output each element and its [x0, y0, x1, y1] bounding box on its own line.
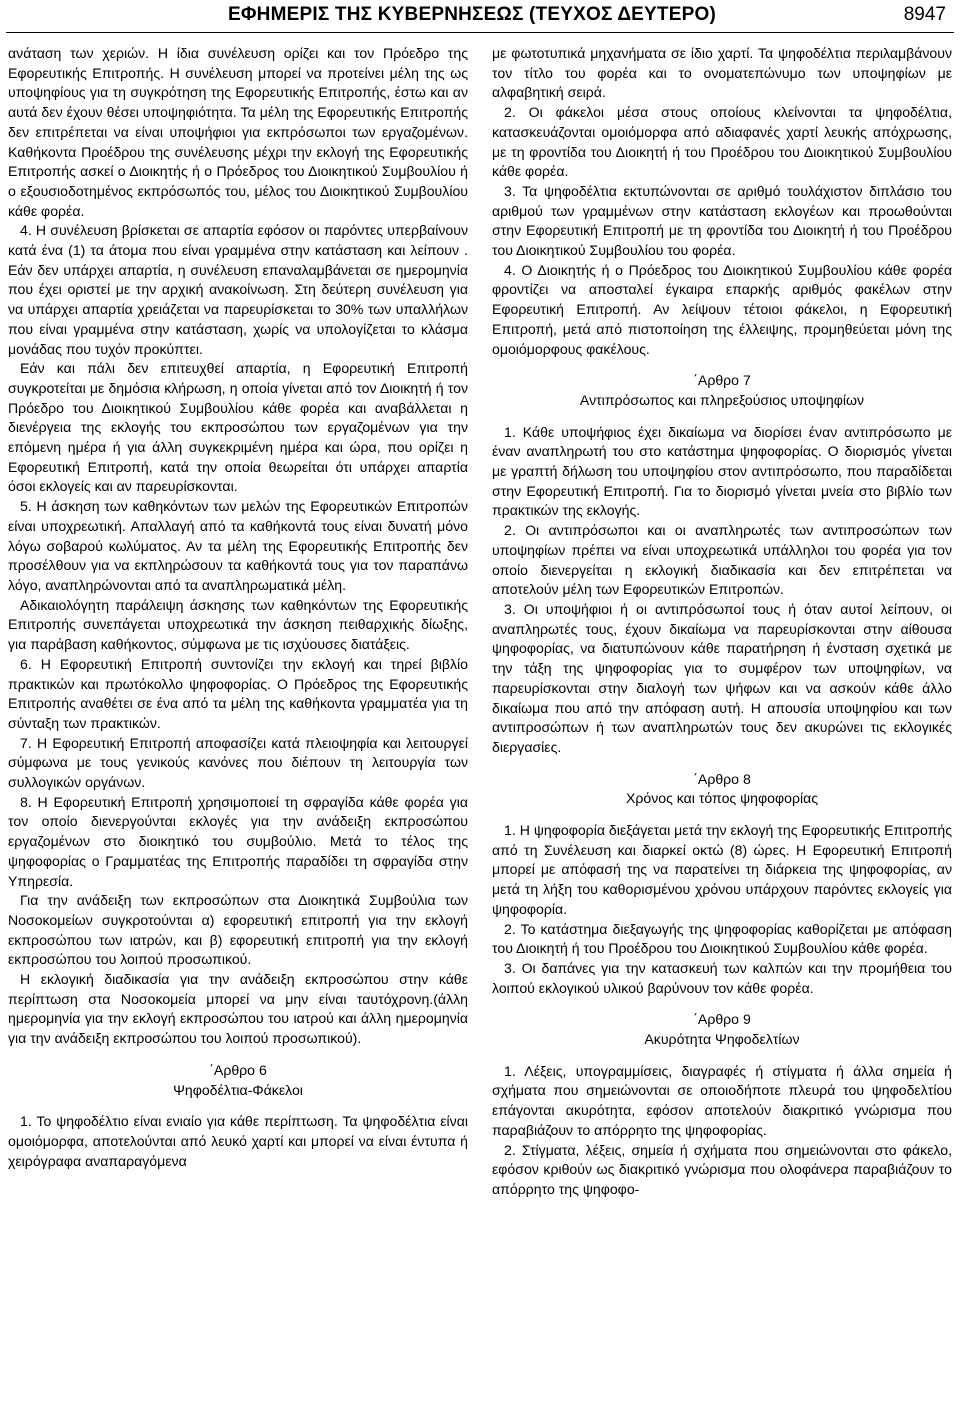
page-header: [0, 0, 960, 36]
gazette-title: ΕΦΗΜΕΡΙΣ ΤΗΣ ΚΥΒΕΡΝΗΣΕΩΣ (ΤΕΥΧΟΣ ΔΕΥΤΕΡΟ): [228, 4, 716, 25]
paragraph: 1. Το ψηφοδέλτιο είναι ενιαίο για κάθε περίπτωση. Τα ψηφοδέλτια είναι ομοιόμορφα, αποτελούνται από λευκό χαρτί και μπορεί να είναι έντυπα ή χειρόγραφα αναπαραγόμενα: [8, 1113, 468, 1169]
article-title: Ψηφοδέλτια-Φάκελοι: [173, 1081, 303, 1098]
paragraph: 1. Λέξεις, υπογραμμίσεις, διαγραφές ή στίγματα ή άλλα σημεία ή σχήματα που σημειώνονται σε οποιοδήποτε πλευρά του ψηφοδελτίου επάγονται ακυρότητα, εφόσον αποτελούν διακριτικό γνώρισμα που παραβιάζουν το απόρρητο της ψηφοφορίας.: [492, 1062, 952, 1138]
page-number: 8947: [903, 4, 946, 25]
article-number: ΄Αρθρο 8: [693, 770, 751, 787]
paragraph: 1. Η ψηφοφορία διεξάγεται μετά την εκλογή της Εφορευτικής Επιτροπής από τη Συνέλευση και διαρκεί οκτώ (8) ώρες. Η Εφορευτική Επιτροπή μπορεί με απόφασή της να παρατείνει τη διάρκεια της ψηφοφορίας, αν μετά τη λήξη του καθορισμένου χρόνου υπάρχουν παρόντες εκλογείς για ψηφοφορία.: [492, 822, 952, 917]
paragraph: Για την ανάδειξη των εκπροσώπων στα Διοικητικά Συμβούλια των Νοσοκομείων συγκροτούνται α) εφορευτική επιτροπή για την εκλογή εκπροσώπου των ιατρών, και β) εφορευτική επιτροπή για την εκλογή εκπροσώπου του λοιπού προσωπικού.: [8, 892, 468, 968]
paragraph: 7. Η Εφορευτική Επιτροπή αποφασίζει κατά πλειοψηφία και λειτουργεί σύμφωνα με τους γενικούς κανόνες που διέπουν τη λειτουργία των συλλογικών οργάνων.: [8, 734, 468, 791]
paragraph: Η εκλογική διαδικασία για την ανάδειξη εκπροσώπου στην κάθε περίπτωση στα Νοσοκομεία μπορεί να μην είναι ταυτόχρονη.(άλλη ημερομηνία για την εκλογή εκπροσώπου του ιατρού και άλλη ημερομηνία για την ανάδειξη εκπροσώπου του λοιπού προσωπικού).: [8, 971, 468, 1047]
paragraph: 3. Οι δαπάνες για την κατασκευή των καλπών και την προμήθεια του λοιπού εκλογικού υλικού βαρύνουν τον κάθε φορέα.: [492, 959, 952, 996]
article-number: ΄Αρθρο 9: [693, 1011, 751, 1028]
article-6-heading: [8, 1061, 468, 1100]
article-8-heading: [492, 770, 952, 809]
paragraph: 2. Το κατάστημα διεξαγωγής της ψηφοφορίας καθορίζεται με απόφαση του Διοικητή ή του Προέδρου του Διοικητικού Συμβουλίου κάθε φορέα.: [492, 920, 952, 957]
paragraph: 4. Ο Διοικητής ή ο Πρόεδρος του Διοικητικού Συμβουλίου κάθε φορέα φροντίζει να αποσταλεί έγκαιρα επαρκής αριθμός φακέλων στην Εφορευτική Επιτροπή. Αν λείψουν τέτοιοι φάκελοι, η Εφορευτική Επιτροπή, μετά από πιστοποίηση της έλλειψης, προμηθεύεται μόνη της ομοιόμορφους φακέλους.: [492, 261, 952, 357]
paragraph: 3. Τα ψηφοδέλτια εκτυπώνονται σε αριθμό τουλάχιστον διπλάσιο του αριθμού των γραμμένων στην κατάσταση εκλογέων και προωθούνται στην Εφορευτική Επιτροπή με τη φροντίδα του Διοικητή ή του Προέδρου του Διοικητικού Συμβουλίου του φορέα.: [492, 182, 952, 259]
article-number: ΄Αρθρο 6: [209, 1061, 267, 1078]
paragraph: 2. Στίγματα, λέξεις, σημεία ή σχήματα που σημειώνονται στο φάκελο, εφόσον κριθούν ως διακριτικό γνώρισμα που ολοφάνερα παραβιάζουν το απόρρητο της ψηφοφο-: [492, 1141, 952, 1197]
right-column: [492, 44, 952, 1424]
header-divider: [6, 32, 954, 33]
paragraph: με φωτοτυπικά μηχανήματα σε ίδιο χαρτί. Τα ψηφοδέλτια περιλαμβάνουν τον τίτλο του φορέα και το ονοματεπώνυμο των υποψηφίων με αλφαβητική σειρά.: [492, 45, 952, 101]
paragraph: ανάταση των χεριών. Η ίδια συνέλευση ορίζει και τον Πρόεδρο της Εφορευτικής Επιτροπής. Η συνέλευση μπορεί να προτείνει μέλη της ως υποψηφίους για τη συγκρότηση της Εφορευτικής Επιτροπής, έστω και αν αυτά δεν έχουν θέσει υποψηφιότητα. Τα μέλη της Εφορευτικής Επιτροπής δεν επιτρέπεται να είναι υποψήφιοι για εκπρόσωποι των εργαζομένων. Καθήκοντα Προέδρου της συνέλευσης μέχρι την εκλογή της Εφορευτικής Επιτροπής ασκεί ο Διοικητής ή ο Πρόεδρος του Διοικητικού Συμβουλίου ή ο εξουσιοδοτημένος εκπρόσωπός του, μέλος του Διοικητικού Συμβουλίου κάθε φορέα.: [8, 45, 468, 219]
paragraph: Εάν και πάλι δεν επιτευχθεί απαρτία, η Εφορευτική Επιτροπή συγκροτείται με δημόσια κλήρωση, η οποία γίνεται από τον Διοικητή ή τον Πρόεδρο του Διοικητικού Συμβουλίου κάθε φορέα και αναβάλλεται η διενέργεια της εκλογής του εκπροσώπου των εργαζομένων για την επόμενη ημέρα ή για άλλη συγκεκριμένη ημέρα και ώρα, που ορίζει η Εφορευτική Επιτροπή, κατά την οποία θεωρείται ότι υπάρχει απαρτία όσοι εκλογείς και αν παρευρίσκονται.: [8, 360, 468, 495]
paragraph: 2. Οι αντιπρόσωποι και οι αναπληρωτές των αντιπροσώπων των υποψηφίων πρέπει να είναι υποχρεωτικά υπάλληλοι του φορέα για τον οποίο διενεργείται η εκλογική διαδικασία και δεν επιτρέπεται να αποτελούν μέλη των Εφορευτικών Επιτροπών.: [492, 522, 952, 598]
paragraph: Αδικαιολόγητη παράλειψη άσκησης των καθηκόντων της Εφορευτικής Επιτροπής συνεπάγεται υποχρεωτικά την άσκηση πειθαρχικής δίωξης, για παράβαση καθήκοντος, σύμφωνα με τις ισχύουσες διατάξεις.: [8, 596, 468, 653]
article-title: Χρόνος και τόπος ψηφοφορίας: [625, 790, 819, 807]
paragraph: 1. Κάθε υποψήφιος έχει δικαίωμα να διορίσει έναν αντιπρόσωπο με έναν αναπληρωτή του στο κατάστημα ψηφοφορίας. Ο διορισμός γίνεται με γραπτή δήλωση του υποψηφίου στον αντιπρόσωπο, που παραδίδεται στην Εφορευτική Επιτροπή. Για το διορισμό γίνεται μνεία στο βιβλίο των πρακτικών της εκλογής.: [492, 423, 952, 519]
paragraph: 6. Η Εφορευτική Επιτροπή συντονίζει την εκλογή και τηρεί βιβλίο πρακτικών και πρωτόκολλο ψηφοφορίας. Ο Πρόεδρος της Εφορευτικής Επιτροπής αναθέτει σε ένα από τα μέλη της καθήκοντα γραμματέα για τη σύνταξη των πρακτικών.: [8, 655, 468, 731]
article-7-heading: [492, 371, 952, 410]
article-number: ΄Αρθρο 7: [693, 372, 751, 389]
article-title: Ακυρότητα Ψηφοδελτίων: [644, 1031, 800, 1048]
left-column: [8, 44, 468, 1424]
paragraph: 8. Η Εφορευτική Επιτροπή χρησιμοποιεί τη σφραγίδα κάθε φορέα για τον οποίο διενεργούνται εκλογές για την ανάδειξη εκπροσώπου εργαζομένων στο διοικητικό του συμβούλιο. Μετά το τέλος της ψηφοφορίας ο Γραμματέας της Επιτροπής παραδίδει τη σφραγίδα στην Υπηρεσία.: [8, 793, 468, 889]
paragraph: 2. Οι φάκελοι μέσα στους οποίους κλείνονται τα ψηφοδέλτια, κατασκευάζονται ομοιόμορφα από αδιαφανές χαρτί λευκής απόχρωσης, με τη φροντίδα του Διοικητή ή του Προέδρου του Διοικητικού Συμβουλίου κάθε φορέα.: [492, 104, 952, 180]
paragraph: 5. Η άσκηση των καθηκόντων των μελών της Εφορευτικών Επιτροπών είναι υποχρεωτική. Απαλλαγή από τα καθήκοντά τους είναι δυνατή μόνο λόγω σοβαρού κωλύματος. Αν τα μέλη της Εφορευτικής Επιτροπής δεν προσέλθουν για να εκπληρώσουν τα καθήκοντά τους για τον παραπάνω λόγο, αναπληρώνονται από τα αναπληρωματικά μέλη.: [8, 498, 468, 593]
paragraph: 4. Η συνέλευση βρίσκεται σε απαρτία εφόσον οι παρόντες υπερβαίνουν κατά ένα (1) τα άτομα που είναι γραμμένα στην κατάσταση και λείπουν . Εάν δεν υπάρχει απαρτία, η συνέλευση επαναλαμβάνεται σε ημερομηνία που έχει οριστεί με την αρχική ανακοίνωση. Στη δεύτερη συνέλευση για να υπάρχει απαρτία χρειάζεται να παρευρίσκεται το 30% των υπαλλήλων που είναι γραμμένα στην κατάσταση, χωρίς να υπολογίζεται το κλάσμα μονάδας που τυχόν προκύπτει.: [8, 222, 468, 357]
article-9-heading: [492, 1010, 952, 1049]
article-title: Αντιπρόσωπος και πληρεξούσιος υποψηφίων: [579, 391, 865, 408]
paragraph: 3. Οι υποψήφιοι ή οι αντιπρόσωποί τους ή όταν αυτοί λείπουν, οι αναπληρωτές τους, έχουν δικαίωμα να παρευρίσκονται στην αίθουσα ψηφοφορίας, να διατυπώνουν κάθε παρατήρηση ή ένσταση σχετικά με την τάξη της ψηφοφορίας για το συμφέρον των υποψηφίων, να παρευρίσκονται στην διαλογή των ψήφων και να ασκούν κάθε άλλο δικαίωμα που από την απόφαση αυτή. Η απουσία υποψηφίου και των αντιπροσώπων ή των αναπληρωτών τους δεν ακυρώνει τις εκλογικές διεργασίες.: [492, 600, 952, 755]
